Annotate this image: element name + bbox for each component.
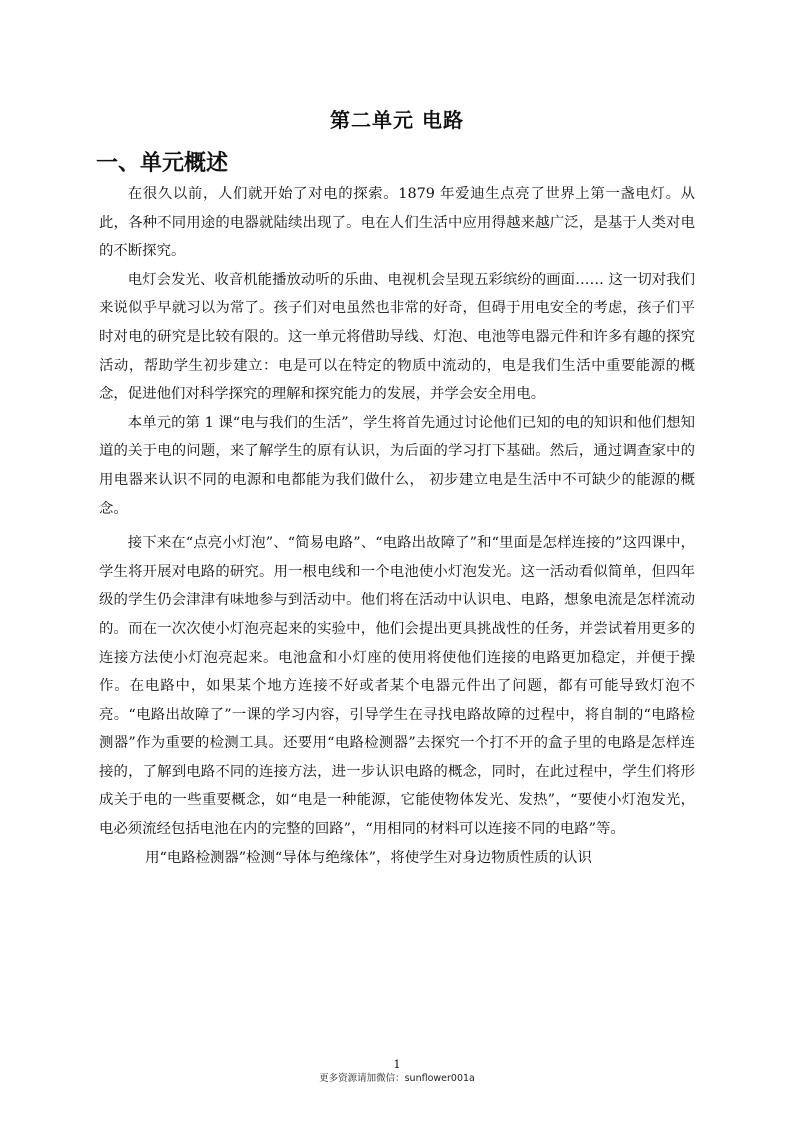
paragraph-conductors: 用“电路检测器”检测“导体与绝缘体”，将使学生对身边物质性质的认识 — [145, 849, 592, 866]
page-number: 1 — [393, 1058, 401, 1071]
paragraph-circuit-lessons: 接下来在“点亮小灯泡”、“简易电路”、“电路出故障了”和“里面是怎样连接的”这四课中，学生将开展对电路的研究。用一根电线和一个电池使小灯泡发光。这一活动看似简单，但四年级的学生仍会津津有味地参与到活动中。他们将在活动中认识电、电路，想象电流是怎样流动的。而在一次次使小灯泡亮起来的实验中，他们会提出更具挑战性的任务，并尝试着用更多的连接方法使小灯泡亮起来。电池盒和小灯座的使用将使他们连接的电路更加稳定，并便于操作。在电路中，如果某个地方连接不好或者某个电器元件出了问题，都有可能导致灯泡不亮。“电路出故障了”一课的学习内容，引导学生在寻找电路故障的过程中，将自制的“电路检测器”作为重要的检测工具。还要用“电路检测器”去探究一个打不开的盒子里的电路是怎样连接的，了解到电路不同的连接方法，进一步认识电路的概念，同时，在此过程中，学生们将形成关于电的一些重要概念，如“电是一种能源，它能使物体发光、发热”，“要使小灯泡发光，电必须流经包括电池在内的完整的回路”，“用相同的材料可以连接不同的电路”等。 — [99, 535, 695, 838]
paragraph-lesson-one: 本单元的第 1 课“电与我们的生活”，学生将首先通过讨论他们已知的电的知识和他们想知道的关于电的问题，来了解学生的原有认识，为后面的学习打下基础。然后，通过调查家中的用电器来认识不同的电源和电都能为我们做什么， 初步建立电是生活中不可缺少的能源的概念。 — [99, 414, 695, 517]
page-footer — [0, 1058, 794, 1086]
section-heading: 一、单元概述 — [96, 151, 229, 176]
page-title: 第二单元 电路 — [330, 108, 464, 132]
paragraph-unit-goals: 电灯会发光、收音机能播放动听的乐曲、电视机会呈现五彩缤纷的画面…… 这一切对我们来说似乎早就习以为常了。孩子们对电虽然也非常的好奇，但碍于用电安全的考虑，孩子们平时对电的研究是比较有限的。这一单元将借助导线、灯泡、电池等电器元件和许多有趣的探究活动，帮助学生初步建立：电是可以在特定的物质中流动的，电是我们生活中重要能源的概念，促进他们对科学探究的理解和探究能力的发展，并学会安全用电。 — [99, 271, 695, 403]
footer-note: 更多资源请加微信：sunflower001a — [319, 1073, 475, 1084]
document-body — [99, 180, 695, 872]
paragraph-history: 在很久以前，人们就开始了对电的探索。1879 年爱迪生点亮了世界上第一盏电灯。从此，各种不同用途的电器就陆续出现了。电在人们生活中应用得越来越广泛，是基于人类对电的不断探究。 — [99, 186, 695, 260]
